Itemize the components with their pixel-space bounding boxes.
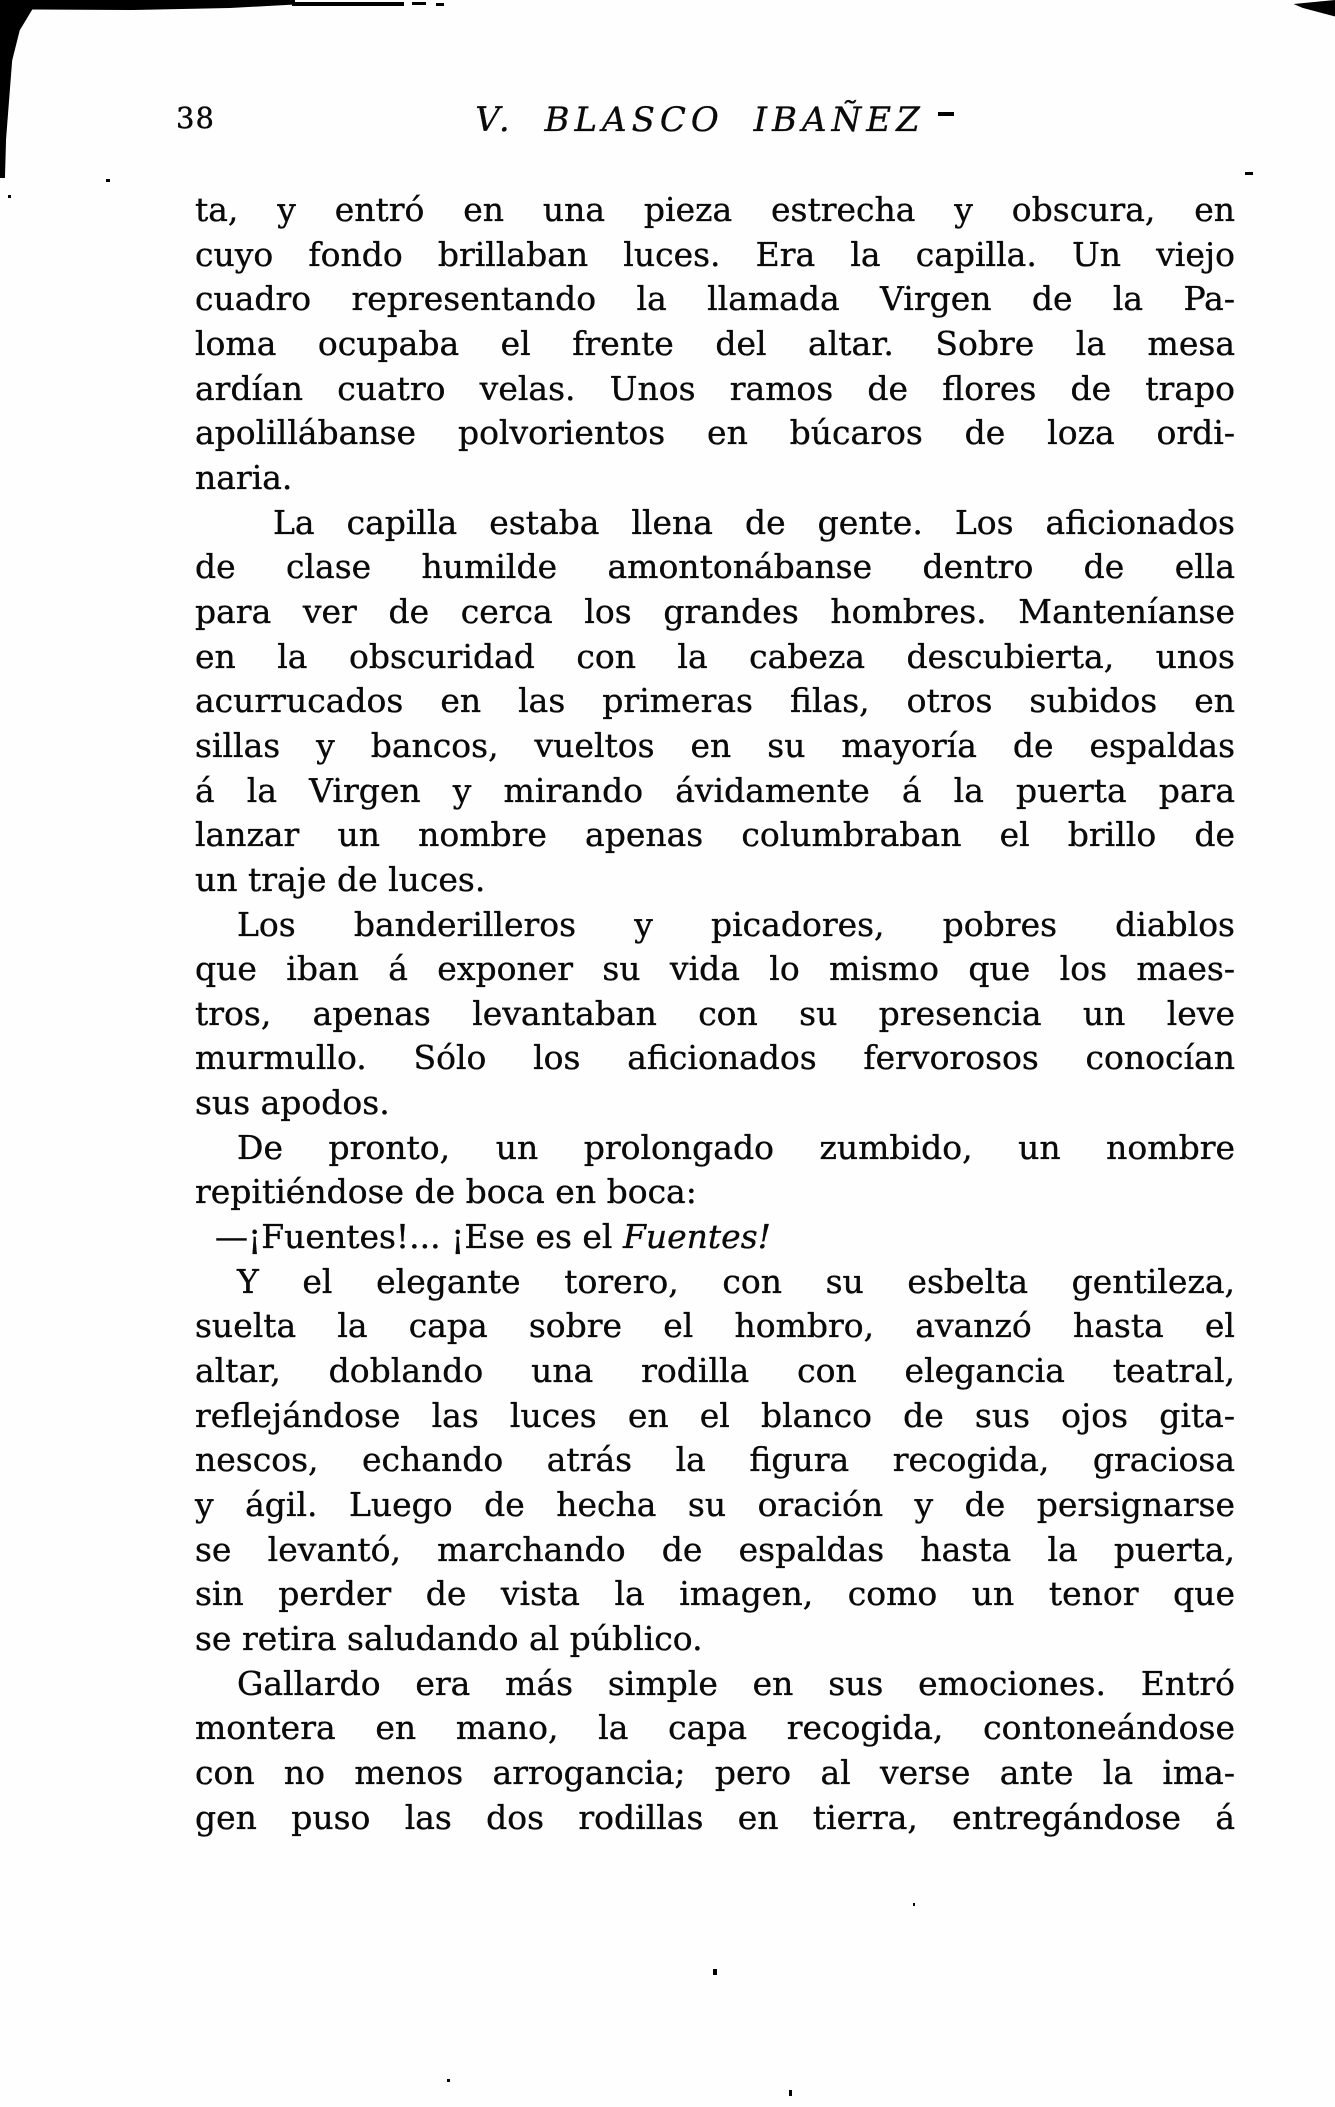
text-run: nescos, echando atrás la figura recogida, graciosa xyxy=(195,1440,1235,1480)
text-line xyxy=(195,1170,1235,1215)
scan-edge-artifact-dash xyxy=(436,3,444,6)
text-run: Los banderilleros y picadores, pobres diablos xyxy=(237,904,1235,944)
text-line xyxy=(195,724,1235,769)
scan-edge-artifact-left-blob xyxy=(0,0,38,178)
text-run: loma ocupaba el frente del altar. Sobre la mesa xyxy=(195,323,1235,363)
text-line xyxy=(195,1751,1235,1796)
text-run: murmullo. Sólo los aficionados fervorosos conocían xyxy=(195,1038,1235,1078)
scan-edge-artifact-dash xyxy=(412,2,426,5)
text-run: —¡Fuentes!... ¡Ese es el xyxy=(215,1217,623,1257)
text-line xyxy=(195,1796,1235,1841)
text-run: y ágil. Luego de hecha su oración y de persignarse xyxy=(195,1485,1235,1525)
ink-speck xyxy=(1245,172,1253,175)
text-line xyxy=(195,635,1235,680)
text-line xyxy=(195,1081,1235,1126)
text-line xyxy=(195,1662,1235,1707)
text-line xyxy=(195,367,1235,412)
body-text xyxy=(195,188,1235,1840)
text-run: sus apodos. xyxy=(195,1083,390,1123)
text-run: repitiéndose de boca en boca: xyxy=(195,1172,697,1212)
text-line xyxy=(195,1483,1235,1528)
text-line xyxy=(195,1572,1235,1617)
text-line xyxy=(195,679,1235,724)
text-line xyxy=(195,858,1235,903)
text-line xyxy=(195,1126,1235,1171)
text-run: montera en mano, la capa recogida, contoneándose xyxy=(195,1708,1235,1748)
text-line xyxy=(195,545,1235,590)
scan-edge-artifact-top-line xyxy=(292,2,404,6)
running-title: V. BLASCO IBAÑEZ xyxy=(475,100,925,140)
text-line xyxy=(195,1706,1235,1751)
text-run: á la Virgen y mirando ávidamente á la puerta para xyxy=(195,770,1235,810)
ink-speck xyxy=(106,179,110,182)
scan-edge-artifact-top-bar xyxy=(0,0,295,10)
text-line xyxy=(195,1617,1235,1662)
text-line xyxy=(195,456,1235,501)
ink-speck xyxy=(447,2079,450,2082)
text-line xyxy=(195,501,1235,546)
text-line xyxy=(195,277,1235,322)
text-line xyxy=(195,322,1235,367)
text-line xyxy=(195,1215,1235,1260)
text-line xyxy=(195,1438,1235,1483)
text-run: altar, doblando una rodilla con elegancia teatral, xyxy=(195,1351,1235,1391)
text-run: naria. xyxy=(195,457,293,497)
ink-speck xyxy=(8,195,11,198)
ink-speck xyxy=(789,2090,792,2096)
text-line xyxy=(195,233,1235,278)
text-run: sin perder de vista la imagen, como un tenor que xyxy=(195,1574,1235,1614)
text-line xyxy=(195,1304,1235,1349)
text-run: Gallardo era más simple en sus emociones. Entró xyxy=(237,1663,1235,1703)
text-run: suelta la capa sobre el hombro, avanzó hasta el xyxy=(195,1306,1235,1346)
text-line xyxy=(195,813,1235,858)
text-run: sillas y bancos, vueltos en su mayoría de espaldas xyxy=(195,725,1235,765)
text-run: tros, apenas levantaban con su presencia un leve xyxy=(195,993,1235,1033)
text-run: ta, y entró en una pieza estrecha y obscura, en xyxy=(195,190,1235,229)
text-line xyxy=(195,903,1235,948)
text-run: de clase humilde amontonábanse dentro de ella xyxy=(195,547,1235,587)
ink-speck xyxy=(713,1969,717,1975)
scan-edge-artifact-top-right xyxy=(1290,0,1335,18)
text-line xyxy=(195,1260,1235,1305)
text-line xyxy=(195,1528,1235,1573)
page-number: 38 xyxy=(176,101,215,135)
text-line xyxy=(195,1394,1235,1439)
text-run: apolillábanse polvorientos en búcaros de loza ordi- xyxy=(195,413,1235,453)
text-run: para ver de cerca los grandes hombres. Manteníanse xyxy=(195,591,1235,631)
text-run: cuadro representando la llamada Virgen de la Pa- xyxy=(195,279,1235,319)
text-run: con no menos arrogancia; pero al verse ante la ima- xyxy=(195,1752,1235,1792)
text-run: que iban á exponer su vida lo mismo que los maes- xyxy=(195,949,1235,989)
ink-speck xyxy=(913,1903,915,1906)
text-run: un traje de luces. xyxy=(195,859,486,899)
text-run: Y el elegante torero, con su esbelta gentileza, xyxy=(237,1261,1235,1301)
text-line xyxy=(195,769,1235,814)
text-line xyxy=(195,411,1235,456)
text-line xyxy=(195,947,1235,992)
text-line xyxy=(195,590,1235,635)
text-run: acurrucados en las primeras filas, otros subidos en xyxy=(195,681,1235,721)
text-line xyxy=(195,1036,1235,1081)
text-run: La capilla estaba llena de gente. Los aficionados xyxy=(273,502,1235,542)
text-run: lanzar un nombre apenas columbraban el brillo de xyxy=(195,815,1235,855)
text-line xyxy=(195,188,1235,233)
text-run: en la obscuridad con la cabeza descubierta, unos xyxy=(195,636,1235,676)
text-run: se retira saludando al público. xyxy=(195,1619,703,1658)
text-run: De pronto, un prolongado zumbido, un nombre xyxy=(237,1127,1235,1167)
text-line xyxy=(195,992,1235,1037)
text-run: gen puso las dos rodillas en tierra, entregándose á xyxy=(195,1797,1235,1837)
text-run: reflejándose las luces en el blanco de sus ojos gita- xyxy=(195,1395,1235,1435)
italic-text-run: Fuentes! xyxy=(622,1217,771,1257)
text-line xyxy=(195,1349,1235,1394)
text-run: ardían cuatro velas. Unos ramos de flores de trapo xyxy=(195,368,1235,408)
text-run: se levantó, marchando de espaldas hasta la puerta, xyxy=(195,1529,1235,1569)
text-run: cuyo fondo brillaban luces. Era la capilla. Un viejo xyxy=(195,234,1235,274)
